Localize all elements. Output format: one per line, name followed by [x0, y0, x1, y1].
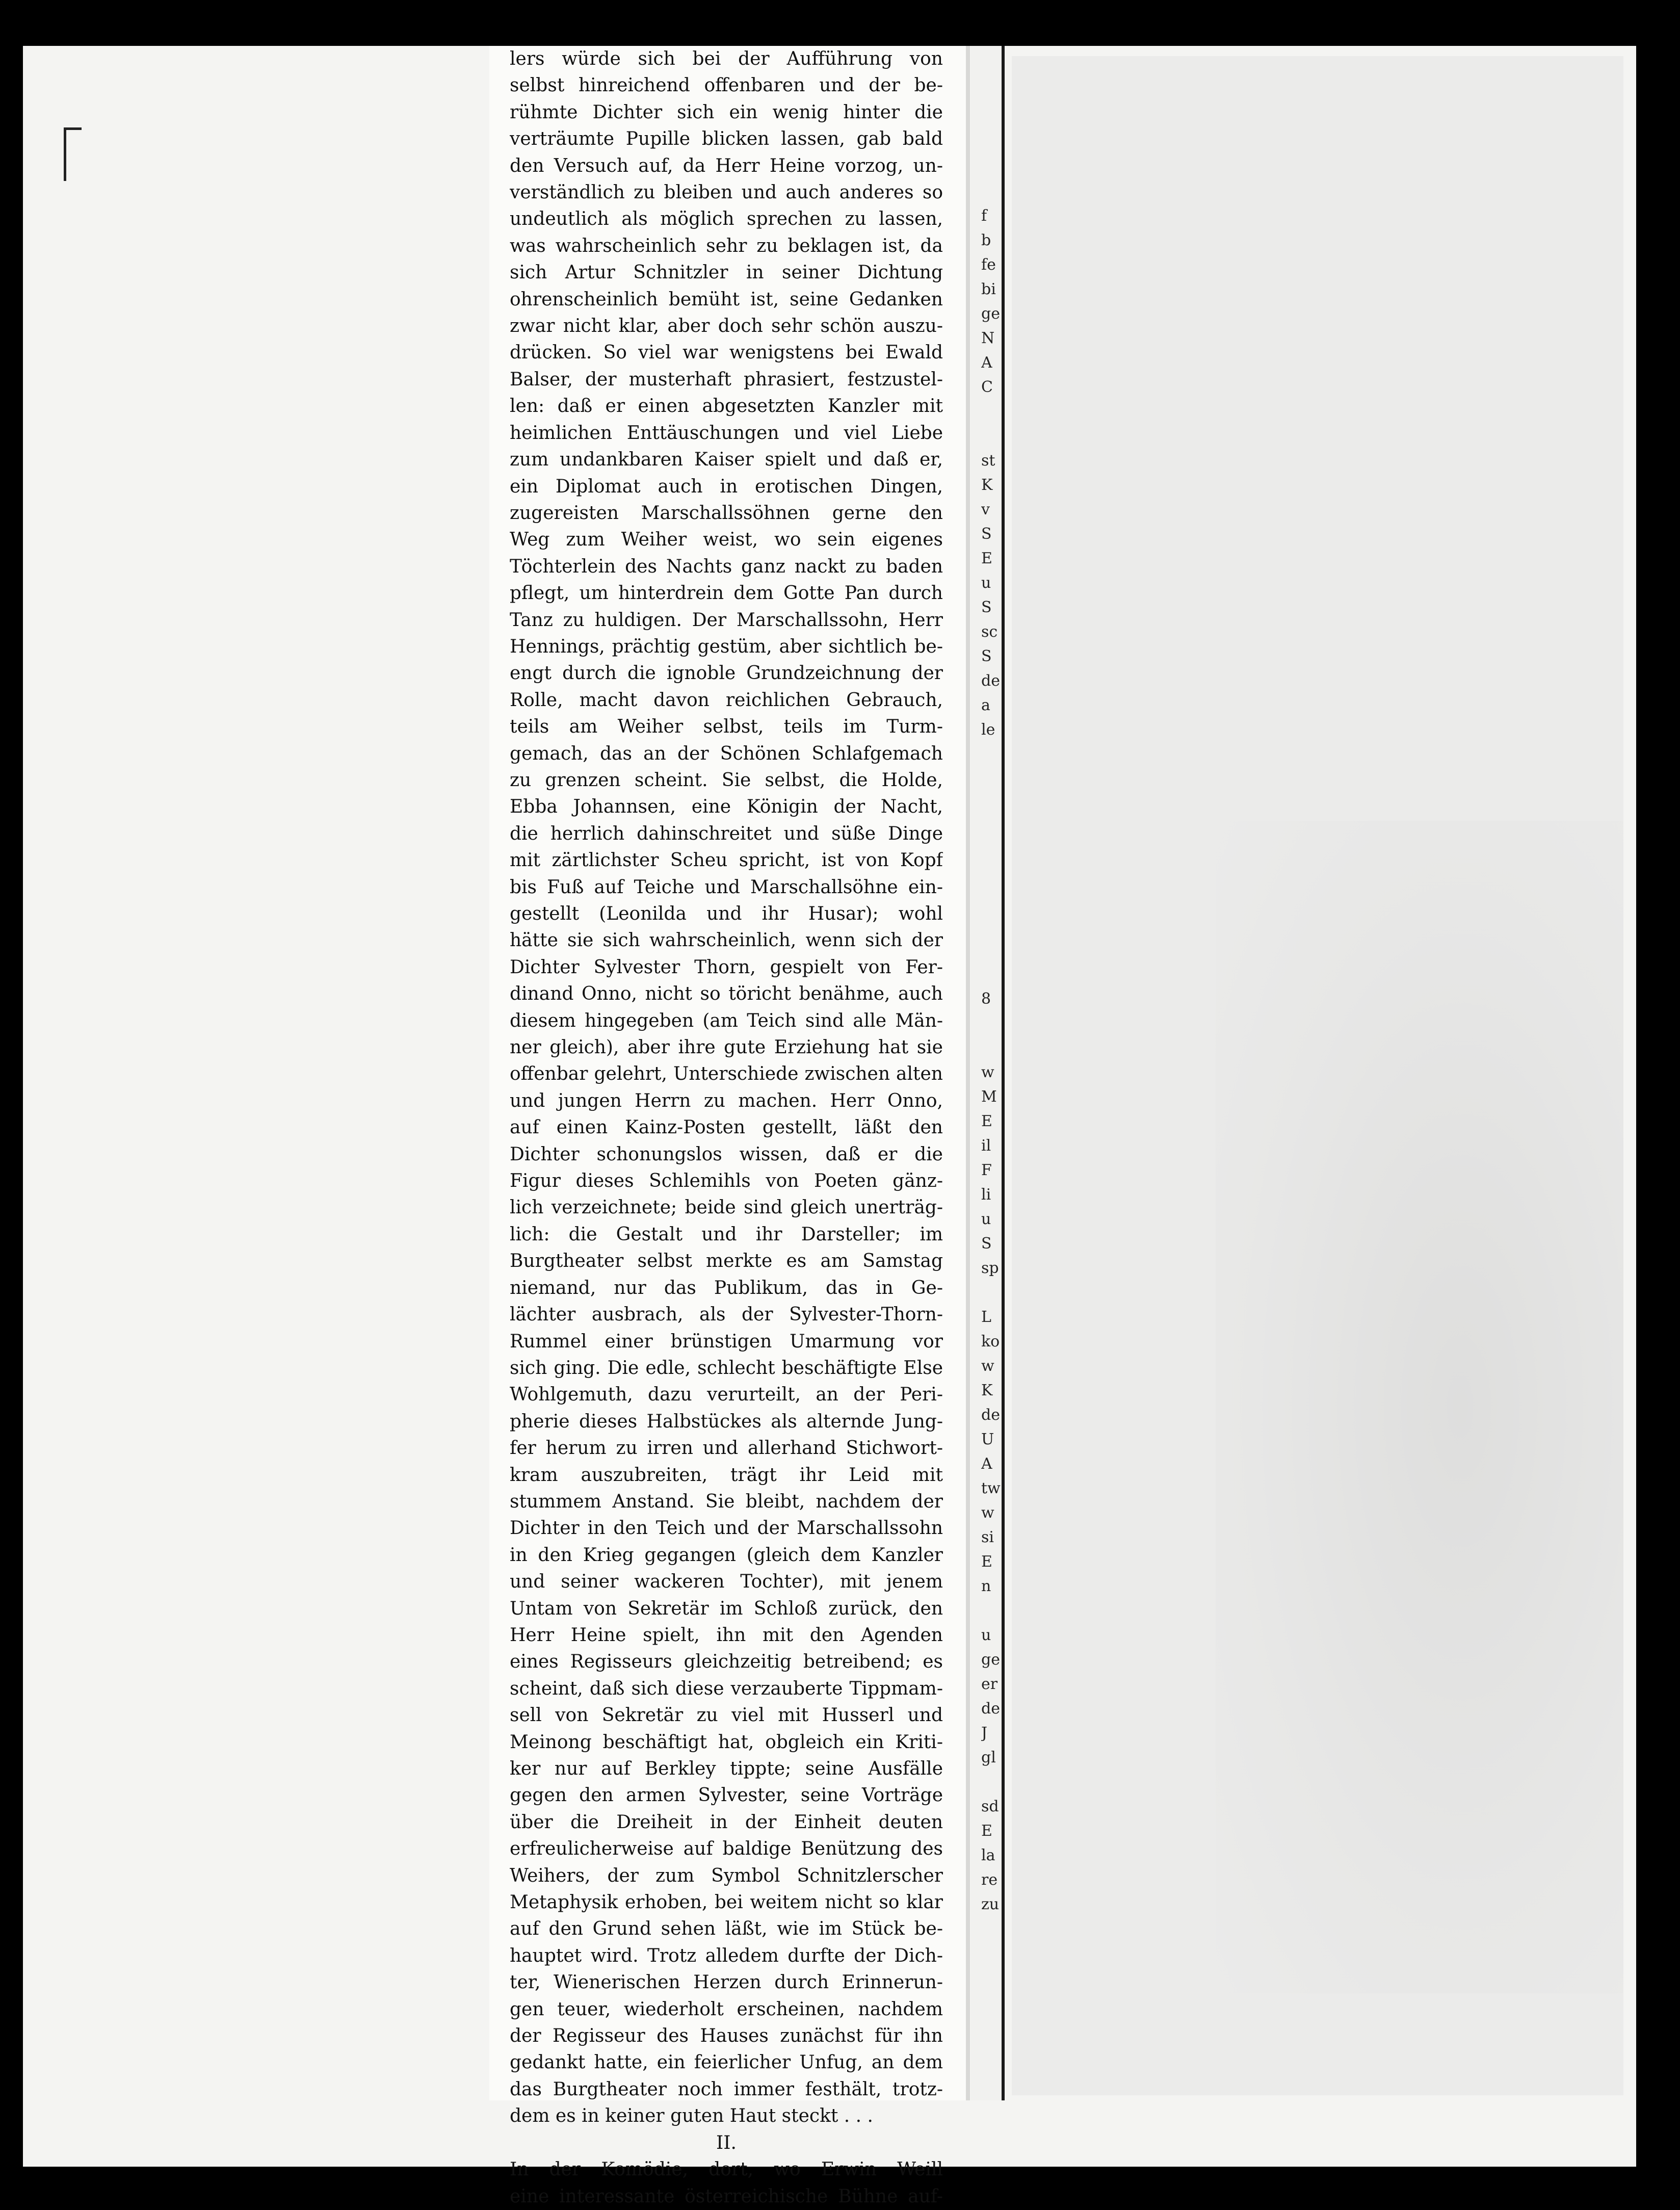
article-line: der Regisseur des Hauses zunächst für ihn	[510, 2025, 943, 2047]
margin-fragment: S	[981, 1235, 992, 1253]
article-line: ein Diplomat auch in erotischen Dingen,	[510, 476, 943, 497]
article-line: dinand Onno, nicht so töricht benähme, auch	[510, 983, 943, 1005]
margin-fragment: st	[981, 452, 995, 470]
article-line: In der Komödie, dort, wo Erwin Weill	[510, 2159, 943, 2180]
article-line: erfreulicherweise auf baldige Benützung des	[510, 1838, 943, 1860]
margin-fragment	[981, 1599, 1002, 1623]
article-line: Herr Heine spielt, ihn mit den Agenden	[510, 1624, 943, 1646]
article-line: heimlichen Enttäuschungen und viel Liebe	[510, 422, 943, 444]
article-line: was wahrscheinlich sehr zu beklagen ist, da	[510, 235, 943, 256]
margin-fragment	[981, 840, 1002, 865]
margin-fragment: J	[981, 1724, 988, 1742]
backing-shade	[1216, 821, 1623, 1993]
margin-fragment: u	[981, 1210, 991, 1228]
margin-fragment: le	[981, 721, 995, 739]
article-line: Rummel einer brünstigen Umarmung vor	[510, 1331, 943, 1352]
cut-column-fragments	[981, 204, 1002, 1917]
article-line: gemach, das an der Schönen Schlafgemach	[510, 743, 943, 764]
article-line: Metaphysik erhoben, bei weitem nicht so klar	[510, 1892, 943, 1913]
margin-fragment: v	[981, 501, 990, 518]
article-line: Töchterlein des Nachts ganz nackt zu baden	[510, 556, 943, 577]
margin-fragment: w	[981, 1504, 994, 1522]
margin-fragment	[981, 1281, 1002, 1305]
margin-fragment: E	[981, 1112, 992, 1130]
margin-fragment: a	[981, 696, 990, 714]
margin-fragment	[981, 1770, 1002, 1795]
article-line: eine interessante österreichische Bühne auf-	[510, 2186, 943, 2207]
article-line: fer herum zu irren und allerhand Stichwort-	[510, 1438, 943, 1459]
article-line: ner gleich), aber ihre gute Erziehung hat sie	[510, 1037, 943, 1058]
margin-fragment: de	[981, 672, 1000, 690]
article-line: Untam von Sekretär im Schloß zurück, den	[510, 1598, 943, 1619]
article-line: sell von Sekretär zu viel mit Husserl und	[510, 1705, 943, 1726]
article-line: auf den Grund sehen läßt, wie im Stück be-	[510, 1918, 943, 1940]
margin-fragment: il	[981, 1137, 991, 1155]
margin-fragment	[981, 400, 1002, 424]
margin-fragment: de	[981, 1700, 1000, 1718]
article-line: sich ging. Die edle, schlecht beschäftigte Else	[510, 1357, 943, 1379]
article-line: das Burgtheater noch immer festhält, trotz-	[510, 2078, 943, 2100]
margin-fragment: si	[981, 1528, 994, 1546]
margin-fragment: A	[981, 354, 992, 372]
article-line: Rolle, macht davon reichlichen Gebrauch,	[510, 689, 943, 711]
margin-fragment: w	[981, 1063, 994, 1081]
article-line: Dichter schonungslos wissen, daß er die	[510, 1143, 943, 1165]
article-line: Ebba Johannsen, eine Königin der Nacht,	[510, 796, 943, 818]
article-line: scheint, daß sich diese verzauberte Tippmam-	[510, 1678, 943, 1699]
margin-fragment: 8	[981, 990, 991, 1008]
article-line: zu grenzen scheint. Sie selbst, die Holde,	[510, 769, 943, 791]
article-line: ohrenscheinlich bemüht ist, seine Gedanken	[510, 289, 943, 310]
article-line: verträumte Pupille blicken lassen, gab bald	[510, 128, 943, 150]
margin-fragment: w	[981, 1357, 994, 1375]
article-line: kram auszubreiten, trägt ihr Leid mit	[510, 1464, 943, 1486]
margin-fragment: S	[981, 647, 992, 665]
margin-fragment: u	[981, 574, 991, 592]
article-line: hauptet wird. Trotz alledem durfte der Dich-	[510, 1945, 943, 1966]
margin-fragment: ge	[981, 1651, 1000, 1669]
article-line: pherie dieses Halbstückes als alternde Jung-	[510, 1411, 943, 1432]
article-line: Burgtheater selbst merkte es am Samstag	[510, 1251, 943, 1272]
margin-fragment: K	[981, 476, 993, 494]
margin-fragment	[981, 742, 1002, 767]
article-line: Balser, der musterhaft phrasiert, festzustel-	[510, 369, 943, 390]
article-line: Dichter Sylvester Thorn, gespielt von Fer-	[510, 956, 943, 978]
article-line: Dichter in den Teich und der Marschallssohn	[510, 1518, 943, 1539]
margin-fragment: fe	[981, 256, 996, 274]
newspaper-clipping	[489, 46, 970, 2207]
article-line: gedankt hatte, ein feierlicher Unfug, an dem	[510, 2052, 943, 2073]
blank-backing-area	[1012, 56, 1623, 2095]
article-line: gegen den armen Sylvester, seine Vorträge	[510, 1785, 943, 1806]
section-number: II.	[716, 2132, 737, 2153]
article-line: gestellt (Leonilda und ihr Husar); wohl	[510, 903, 943, 924]
margin-fragment: zu	[981, 1895, 1000, 1913]
margin-fragment: S	[981, 525, 992, 543]
margin-fragment: de	[981, 1406, 1000, 1424]
article-line: Tanz zu huldigen. Der Marschallssohn, Herr	[510, 609, 943, 631]
margin-fragment: tw	[981, 1479, 1001, 1497]
margin-fragment: C	[981, 378, 993, 396]
article-line: lich verzeichnete; beide sind gleich unerträg-	[510, 1197, 943, 1218]
margin-fragment: li	[981, 1186, 991, 1204]
margin-fragment: er	[981, 1675, 998, 1693]
clipping-cut-edge	[1002, 46, 1005, 2100]
margin-fragment: L	[981, 1308, 991, 1326]
article-line: rühmte Dichter sich ein wenig hinter die	[510, 101, 943, 123]
article-line: über die Dreiheit in der Einheit deuten	[510, 1811, 943, 1833]
article-line: dem es in keiner guten Haut steckt . . .	[510, 2105, 874, 2127]
margin-fragment	[981, 914, 1002, 938]
article-line: drücken. So viel war wenigstens bei Ewald	[510, 342, 943, 363]
margin-fragment: gl	[981, 1749, 996, 1766]
margin-fragment: f	[981, 207, 987, 225]
article-line: die herrlich dahinschreitet und süße Dinge	[510, 823, 943, 844]
article-line: Hennings, prächtig gestüm, aber sichtlich be-	[510, 636, 943, 657]
margin-fragment: N	[981, 329, 995, 347]
article-line: lächter ausbrach, als der Sylvester-Thorn-	[510, 1304, 943, 1325]
article-line: eines Regisseurs gleichzeitig betreibend; es	[510, 1651, 943, 1673]
article-line: Weihers, der zum Symbol Schnitzlerscher	[510, 1865, 943, 1886]
article-line: len: daß er einen abgesetzten Kanzler mit	[510, 396, 943, 417]
article-line: gen teuer, wiederholt erscheinen, nachdem	[510, 1998, 943, 2020]
margin-fragment: b	[981, 231, 991, 249]
article-line: ker nur auf Berkley tippte; seine Ausfälle	[510, 1758, 943, 1779]
margin-fragment	[981, 865, 1002, 889]
article-line: Weg zum Weiher weist, wo sein eigenes	[510, 529, 943, 551]
margin-fragment	[981, 767, 1002, 791]
margin-fragment: A	[981, 1455, 992, 1473]
margin-fragment: bi	[981, 280, 996, 298]
margin-fragment	[981, 1036, 1002, 1060]
registration-mark	[64, 127, 82, 181]
article-line: stummem Anstand. Sie bleibt, nachdem der	[510, 1491, 943, 1512]
margin-fragment: la	[981, 1847, 995, 1864]
margin-fragment	[981, 424, 1002, 449]
margin-fragment: ge	[981, 305, 1000, 323]
margin-fragment	[981, 963, 1002, 987]
margin-fragment: U	[981, 1431, 994, 1448]
margin-fragment: ko	[981, 1333, 1000, 1350]
article-line: offenbar gelehrt, Unterschiede zwischen alten	[510, 1063, 943, 1085]
margin-fragment	[981, 816, 1002, 840]
margin-fragment: E	[981, 1553, 992, 1571]
margin-fragment: re	[981, 1871, 998, 1889]
article-line: und seiner wackeren Tochter), mit jenem	[510, 1571, 943, 1593]
article-line: und jungen Herrn zu machen. Herr Onno,	[510, 1090, 943, 1111]
article-line: Figur dieses Schlemihls von Poeten gänz-	[510, 1171, 943, 1192]
article-line: lich: die Gestalt und ihr Darsteller; im	[510, 1224, 943, 1245]
article-line: ter, Wienerischen Herzen durch Erinnerun-	[510, 1972, 943, 1993]
margin-fragment	[981, 791, 1002, 816]
article-line: Meinong beschäftigt hat, obgleich ein Kriti-	[510, 1731, 943, 1753]
article-line: diesem hingegeben (am Teich sind alle Män-	[510, 1010, 943, 1031]
margin-fragment: sd	[981, 1798, 999, 1815]
margin-fragment	[981, 1011, 1002, 1036]
margin-fragment: sp	[981, 1259, 999, 1277]
article-line: Wohlgemuth, dazu verurteilt, an der Peri-	[510, 1384, 943, 1406]
margin-fragment	[981, 889, 1002, 914]
article-line: lers würde sich bei der Aufführung von	[510, 48, 943, 69]
article-line: undeutlich als möglich sprechen zu lassen,	[510, 209, 943, 230]
article-column	[510, 46, 943, 2210]
article-line: bis Fuß auf Teiche und Marschallsöhne ein-	[510, 876, 943, 898]
margin-fragment: E	[981, 550, 992, 567]
article-line: zum undankbaren Kaiser spielt und daß er,	[510, 449, 943, 471]
article-line: niemand, nur das Publikum, das in Ge-	[510, 1277, 943, 1298]
article-line: sich Artur Schnitzler in seiner Dichtung	[510, 262, 943, 283]
margin-fragment: F	[981, 1161, 992, 1179]
article-line: pflegt, um hinterdrein dem Gotte Pan durch	[510, 583, 943, 604]
margin-fragment: K	[981, 1382, 993, 1399]
article-line: auf einen Kainz-Posten gestellt, läßt den	[510, 1117, 943, 1138]
margin-fragment: S	[981, 599, 992, 616]
margin-fragment: u	[981, 1626, 991, 1644]
article-line: zugereisten Marschallssöhnen gerne den	[510, 502, 943, 524]
article-line: mit zärtlichster Scheu spricht, ist von Kopf	[510, 850, 943, 871]
article-line: den Versuch auf, da Herr Heine vorzog, un-	[510, 155, 943, 176]
margin-fragment: n	[981, 1577, 991, 1595]
margin-fragment: E	[981, 1822, 992, 1840]
article-line: zwar nicht klar, aber doch sehr schön auszu-	[510, 316, 943, 337]
article-line: hätte sie sich wahrscheinlich, wenn sich der	[510, 930, 943, 951]
article-line: in den Krieg gegangen (gleich dem Kanzler	[510, 1544, 943, 1566]
article-line: verständlich zu bleiben und auch anderes so	[510, 182, 943, 203]
margin-fragment: M	[981, 1088, 997, 1106]
article-line: teils am Weiher selbst, teils im Turm-	[510, 716, 943, 738]
article-line: engt durch die ignoble Grundzeichnung der	[510, 663, 943, 684]
margin-fragment: sc	[981, 623, 998, 641]
margin-fragment	[981, 938, 1002, 963]
article-line: selbst hinreichend offenbaren und der be-	[510, 75, 943, 96]
